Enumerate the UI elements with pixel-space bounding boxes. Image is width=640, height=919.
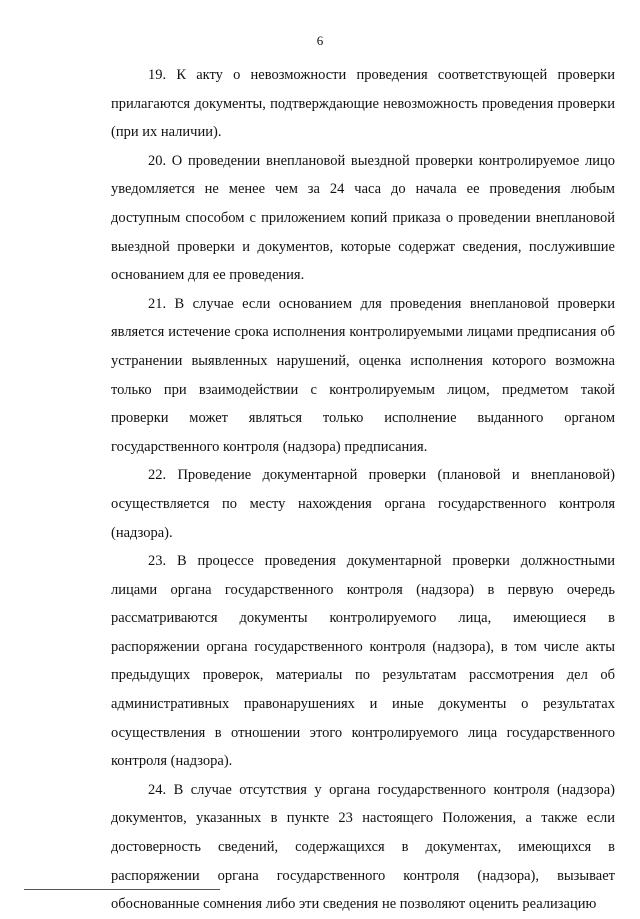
paragraph-20: 20. О проведении внеплановой выездной проверки контролируемое лицо уведомляется не менее чем за 24 часа до начала ее проведения любым доступным способом с приложением копий приказа о проведении внеплановой выездной проверки и документов, которые содержат сведения, послужившие основанием для ее проведения. xyxy=(111,152,615,284)
paragraph-21: 21. В случае если основанием для проведения внеплановой проверки является истечение срока исполнения контролируемыми лицами предписания об устранении выявленных нарушений, оценка исполнения которого возможна только при взаимодействии с контролируемым лицом, предметом такой проверки может являться только исполнение выданного органом государственного контроля (надзора) предписания. xyxy=(111,295,615,455)
page-number: 6 xyxy=(316,33,324,48)
paragraph-23: 23. В процессе проведения документарной проверки должностными лицами органа государственного контроля (надзора) в первую очередь рассматриваются документы контролируемого лица, имеющиеся в распоряжении органа государственного контроля (надзора), в том числе акты предыдущих проверок, материалы по результатам рассмотрения дел об административных правонарушениях и иные документы о результатах осуществления в отношении этого контролируемого лица государственного контроля (надзора). xyxy=(111,553,615,770)
paragraph-22: 22. Проведение документарной проверки (плановой и внеплановой) осуществляется по месту нахождения органа государственного контроля (надзора). xyxy=(111,467,615,541)
paragraph-24: 24. В случае отсутствия у органа государственного контроля (надзора) документов, указанных в пункте 23 настоящего Положения, а также если достоверность сведений, содержащихся в документах, имеющихся в распоряжении органа государственного контроля (надзора), вызывает обоснованные сомнения либо эти сведения не позволяют оценить реализацию xyxy=(111,781,615,913)
paragraph-19: 19. К акту о невозможности проведения соответствующей проверки прилагаются документы, подтверждающие невозможность проведения проверки (при их наличии). xyxy=(111,67,615,141)
footer-rule xyxy=(24,889,220,890)
document-body xyxy=(111,61,615,919)
